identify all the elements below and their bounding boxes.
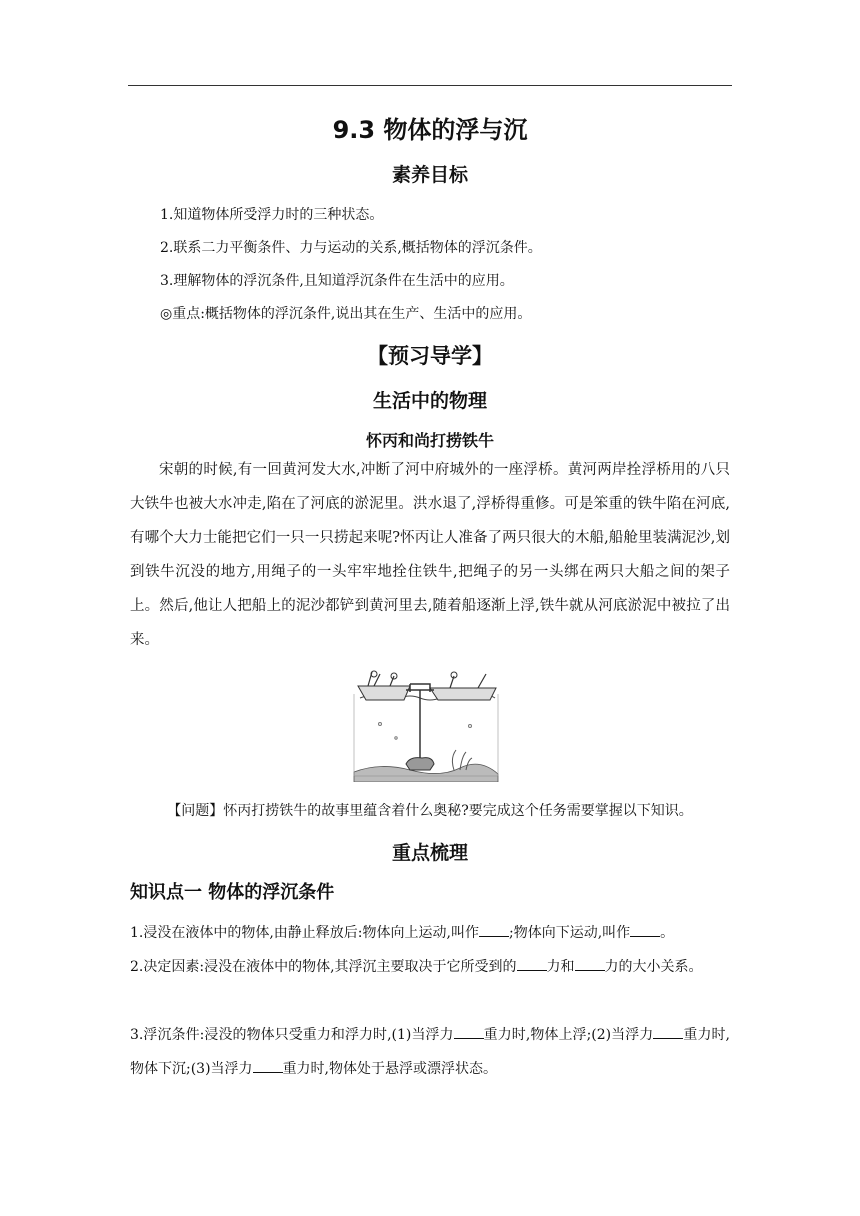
header-rule bbox=[128, 85, 732, 86]
item-text: 1.浸没在液体中的物体,由静止释放后:物体向上运动,叫作 bbox=[130, 925, 479, 941]
fill-blank[interactable] bbox=[630, 935, 660, 937]
key-point-note: ◎重点:概括物体的浮沉条件,说出其在生产、生活中的应用。 bbox=[160, 306, 532, 322]
fill-blank[interactable] bbox=[454, 1037, 484, 1039]
item-text: 重力时,物体上浮;(2)当浮力 bbox=[483, 1027, 654, 1043]
fill-blank[interactable] bbox=[479, 935, 509, 937]
goal-item: 1.知道物体所受浮力时的三种状态。 bbox=[160, 207, 384, 223]
goal-item: 3.理解物体的浮沉条件,且知道浮沉条件在生活中的应用。 bbox=[160, 273, 514, 289]
item-text: 重力时,物体处于悬浮或漂浮状态。 bbox=[282, 1061, 498, 1077]
item-text: ;物体向下运动,叫作 bbox=[508, 925, 631, 941]
fill-blank[interactable] bbox=[575, 969, 605, 971]
boats-lifting-iron-ox-illustration bbox=[350, 664, 500, 782]
item-text: 。 bbox=[660, 925, 675, 941]
goals-heading: 素养目标 bbox=[391, 164, 468, 186]
story-paragraph: 宋朝的时候,有一回黄河发大水,冲断了河中府城外的一座浮桥。黄河两岸拴浮桥用的八只大铁牛也被大水冲走,陷在了河底的淤泥里。洪水退了,浮桥得重修。可是笨重的铁牛陷在河底,有哪个大力士能把它们一只一只捞起来呢?怀丙让人准备了两只很大的木船,船舱里装满泥沙,划到铁牛沉没的地方,用绳子的一头牢牢地拴住铁牛,把绳子的另一头绑在两只大船之间的架子上。然后,他让人把船上的泥沙都铲到黄河里去,随着船逐渐上浮,铁牛就从河底淤泥中被拉了出来。 bbox=[130, 462, 730, 648]
preview-heading: 【预习导学】 bbox=[367, 344, 493, 368]
knowledge-item-3 bbox=[130, 1018, 730, 1086]
fill-blank[interactable] bbox=[517, 969, 547, 971]
item-text: 3.浮沉条件:浸没的物体只受重力和浮力时,(1)当浮力 bbox=[130, 1027, 454, 1043]
life-physics-heading: 生活中的物理 bbox=[372, 390, 487, 412]
story-title: 怀丙和尚打捞铁牛 bbox=[365, 431, 494, 450]
page-title: 9.3 物体的浮与沉 bbox=[332, 116, 528, 144]
knowledge-item-2 bbox=[130, 950, 730, 984]
item-text: 重力时,物体下沉;(3)当浮力 bbox=[130, 1027, 731, 1077]
fill-blank[interactable] bbox=[253, 1071, 283, 1073]
knowledge-point-1-title: 知识点一 物体的浮沉条件 bbox=[130, 882, 335, 903]
question-text: 【问题】怀丙打捞铁牛的故事里蕴含着什么奥秘?要完成这个任务需要掌握以下知识。 bbox=[167, 803, 693, 819]
item-text: 力的大小关系。 bbox=[604, 959, 703, 975]
item-text: 力和 bbox=[546, 959, 575, 975]
key-points-heading: 重点梳理 bbox=[391, 842, 468, 864]
goal-item: 2.联系二力平衡条件、力与运动的关系,概括物体的浮沉条件。 bbox=[160, 240, 542, 256]
fill-blank[interactable] bbox=[653, 1037, 683, 1039]
item-text: 2.决定因素:浸没在液体中的物体,其浮沉主要取决于它所受到的 bbox=[130, 959, 517, 975]
knowledge-item-1 bbox=[130, 916, 730, 950]
